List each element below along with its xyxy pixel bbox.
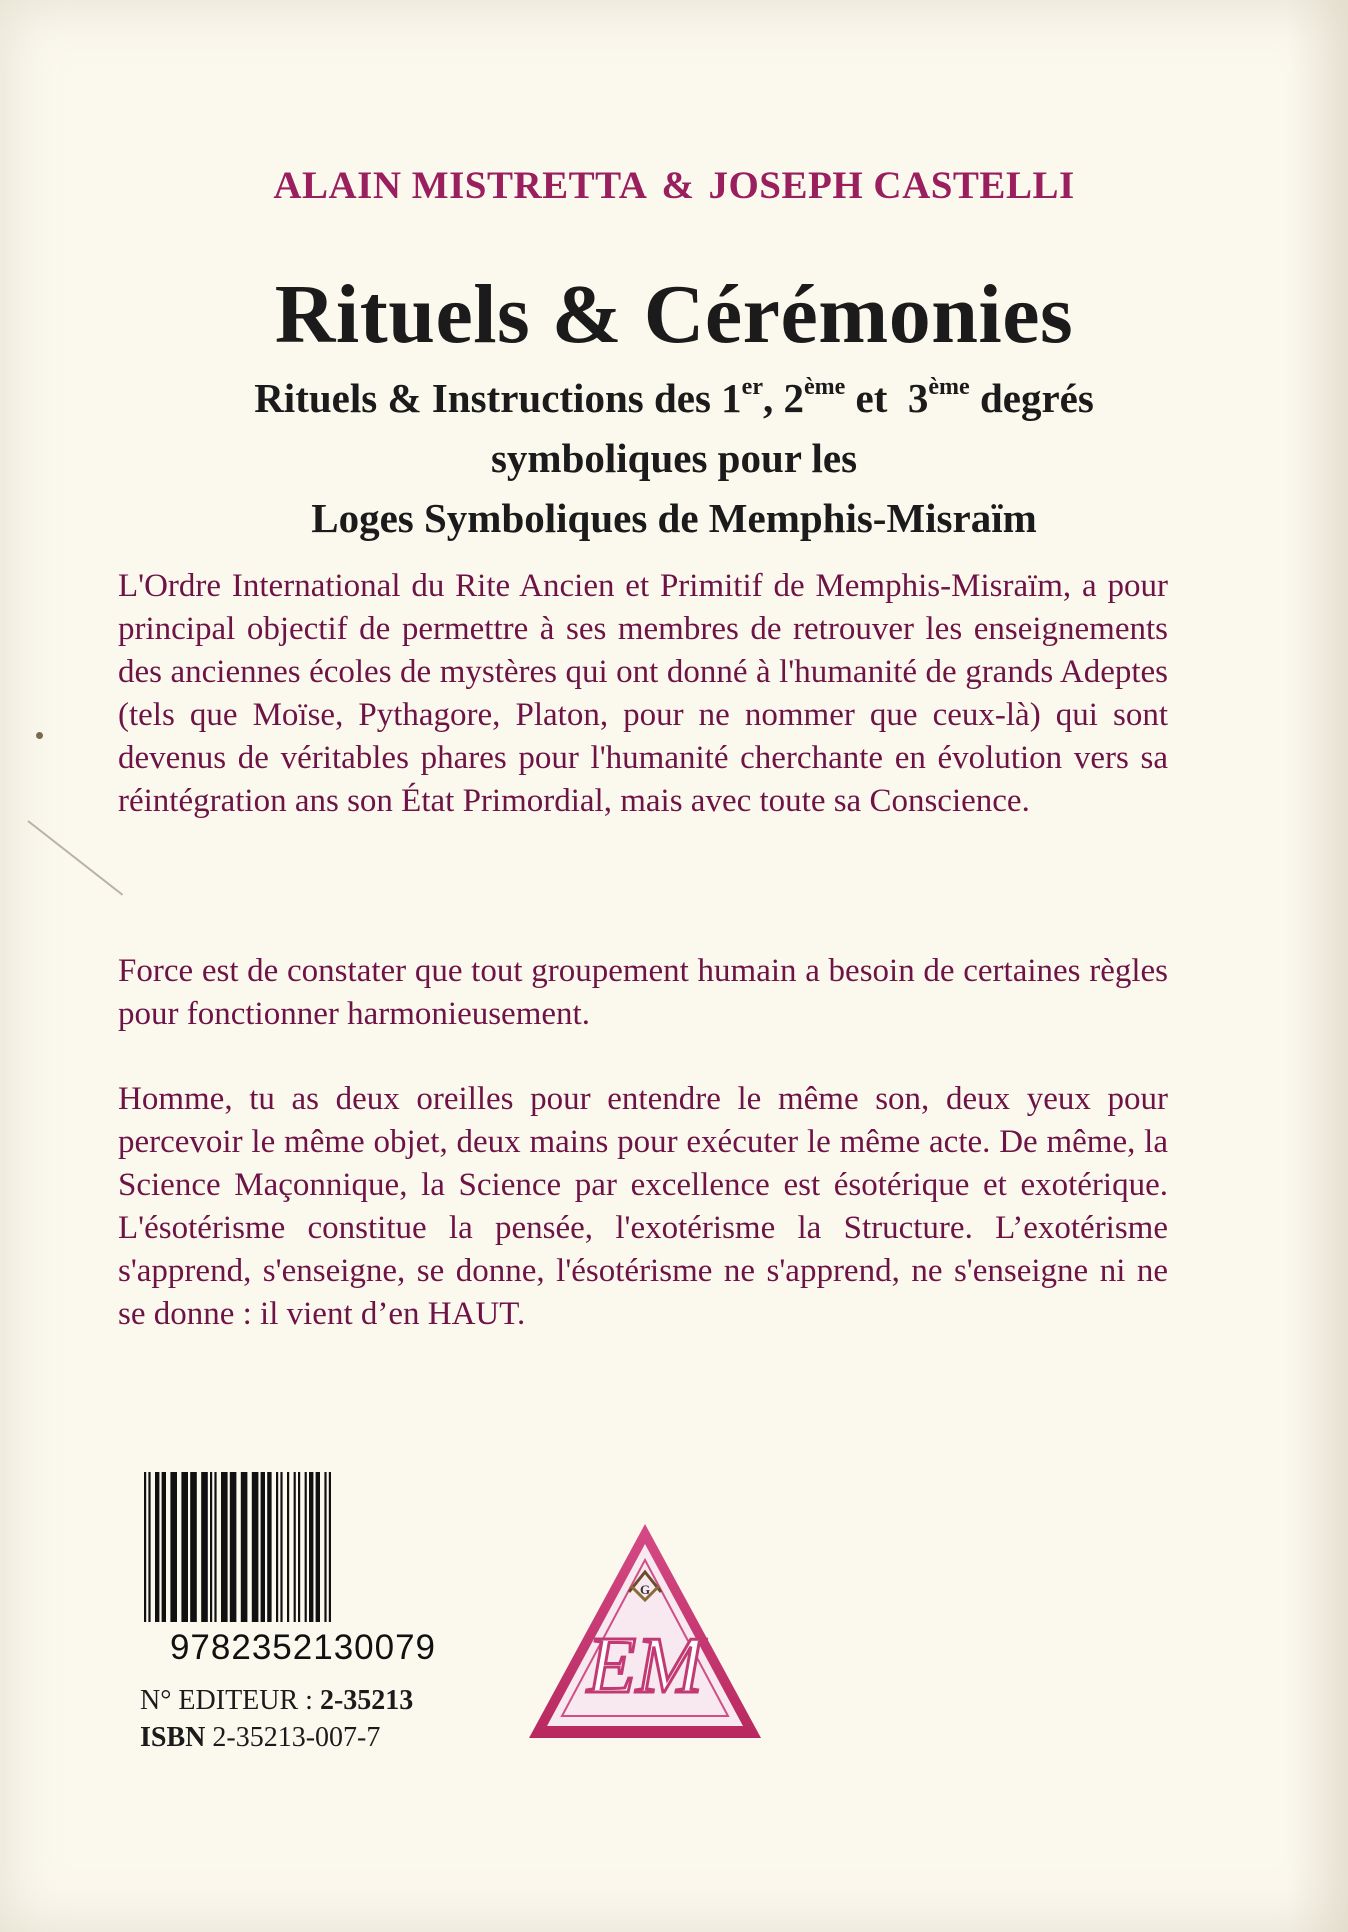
barcode-bar bbox=[252, 1472, 259, 1622]
subtitle-text-a: Rituels & Instructions des 1 bbox=[254, 375, 742, 421]
subtitle-sup-1: er bbox=[741, 374, 763, 400]
barcode-bar bbox=[324, 1472, 326, 1622]
authors-ampersand: & bbox=[661, 164, 695, 207]
editeur-label: N° EDITEUR : bbox=[140, 1685, 320, 1716]
subtitle-line-3: Loges Symboliques de Memphis-Misraïm bbox=[311, 495, 1037, 541]
barcode-bar bbox=[305, 1472, 307, 1622]
editeur-line bbox=[140, 1685, 413, 1717]
barcode-bar bbox=[316, 1472, 320, 1622]
isbn-value: 2-35213-007-7 bbox=[205, 1722, 381, 1753]
barcode-bar bbox=[190, 1472, 197, 1622]
barcode-bar bbox=[294, 1472, 296, 1622]
barcode-bar bbox=[170, 1472, 177, 1622]
isbn-label: ISBN bbox=[140, 1722, 206, 1753]
barcode-bar bbox=[210, 1472, 212, 1622]
barcode-number: 9782352130079 bbox=[169, 1628, 437, 1667]
author-1: ALAIN MISTRETTA bbox=[273, 164, 648, 207]
barcode-bar bbox=[155, 1472, 159, 1622]
isbn-barcode bbox=[138, 1468, 468, 1668]
barcode-bar bbox=[144, 1472, 146, 1622]
subtitle-text-b: , 2 bbox=[762, 375, 804, 421]
barcode-bar bbox=[201, 1472, 208, 1622]
subtitle-text-d: degrés bbox=[969, 375, 1094, 421]
barcode-bar bbox=[221, 1472, 228, 1622]
barcode-bar bbox=[181, 1472, 188, 1622]
subtitle-text-c: et 3 bbox=[845, 375, 929, 421]
logo-letters: EM bbox=[587, 1622, 703, 1710]
barcode-bars bbox=[138, 1468, 468, 1626]
barcode-bar bbox=[267, 1472, 271, 1622]
barcode-bar bbox=[309, 1472, 313, 1622]
subtitle-line-2: symboliques pour les bbox=[490, 435, 858, 481]
author-2: JOSEPH CASTELLI bbox=[708, 164, 1075, 207]
corner-crease bbox=[27, 820, 123, 895]
paper-spot bbox=[36, 732, 43, 739]
barcode-bar bbox=[287, 1472, 289, 1622]
barcode-bar bbox=[329, 1472, 331, 1622]
logo-emblem-letter: G bbox=[639, 1582, 651, 1597]
book-title: Rituels & Cérémonies bbox=[274, 268, 1074, 361]
editeur-value: 2-35213 bbox=[319, 1685, 414, 1716]
barcode-bar bbox=[261, 1472, 265, 1622]
barcode-bar bbox=[298, 1472, 300, 1622]
book-subtitle bbox=[0, 368, 1348, 548]
subtitle-sup-3: ème bbox=[928, 374, 970, 400]
barcode-bar bbox=[276, 1472, 278, 1622]
barcode-bar bbox=[230, 1472, 237, 1622]
blurb-paragraph-3: Homme, tu as deux oreilles pour entendre le même son, deux yeux pour percevoir le même objet, deux mains pour exécuter le même acte. De même, la Science Maçonnique, la Science par excellence est ésotérique et exotérique. L'ésotérisme constitue la pensée, l'exotérisme la Structure. L’exotérisme s'apprend, s'enseigne, se donne, l'ésotérisme ne s'apprend, ne s'enseigne ni ne se donne : il vient d’en HAUT. bbox=[118, 1081, 1168, 1332]
barcode-bar bbox=[280, 1472, 282, 1622]
barcode-bar bbox=[162, 1472, 166, 1622]
blurb-paragraph-1: L'Ordre International du Rite Ancien et Primitif de Memphis-Misraïm, a pour principal objectif de permettre à ses membres de retrouver les enseignements des anciennes écoles de mystères qui ont donné à l'humanité de grands Adeptes (tels que Moïse, Pythagore, Platon, pour ne nommer que ceux-là) qui sont devenus de véritables phares pour l'humanité cherchante en évolution vers sa réintégration ans son État Primordial, mais avec toute sa Conscience. bbox=[118, 568, 1168, 819]
subtitle-sup-2: ème bbox=[803, 374, 846, 400]
barcode-bar bbox=[214, 1472, 216, 1622]
publisher-logo-icon bbox=[525, 1520, 765, 1742]
barcode-bar bbox=[241, 1472, 248, 1622]
authors-line bbox=[0, 163, 1348, 208]
isbn-line bbox=[140, 1722, 380, 1754]
blurb-paragraph-2: Force est de constater que tout groupement humain a besoin de certaines règles pour fonctionner harmonieusement. bbox=[118, 953, 1168, 1032]
subtitle-line-1 bbox=[0, 368, 1348, 428]
barcode-bar bbox=[148, 1472, 150, 1622]
